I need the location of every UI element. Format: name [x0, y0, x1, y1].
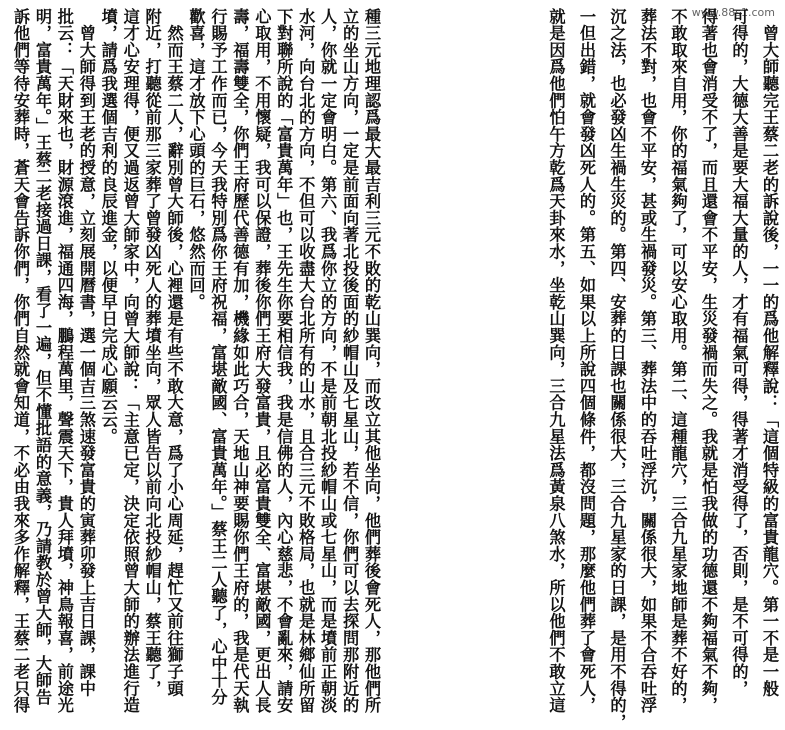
text-column: 人，你就一定會明白。第六、我爲你立的方向，不是前朝北投紗帽山或七星山，而是墳前正朝淡 — [318, 8, 338, 714]
text-column: 明，富貴萬年。」王蔡二老接過日課，看了一遍，但不懂批語的意義，乃請教於曾大師，大師告 — [32, 8, 52, 706]
text-column: 種三元地理認爲最大最吉利三元不敗的乾山巽向，而改立其他坐向，他們葬後會死人，那他們所 — [362, 8, 381, 714]
left-page — [0, 0, 385, 714]
text-column: 水河，向台北的方向，不但可以收盡大台北所有的山水，且合三元不敗格局，也就是林鄉仙所留 — [296, 8, 316, 714]
text-column: 墳，請爲我選個吉利的良辰進金，以便早日完成心願云云。 — [98, 8, 118, 445]
text-column: 壽，福壽雙全，你們王府歷代善德有加，機緣如此巧合，天地山神要賜你們王府的，我是代天執 — [230, 8, 250, 714]
text-column: 就是因爲他們怕午方乾爲天卦來水，坐乾山巽向，三合九星法爲黃泉八煞水，所以他們不敢立這 — [546, 8, 566, 714]
left-page-text — [6, 8, 381, 714]
text-column: 曾大師聽完王蔡二老的訴說後，一一的爲他解釋說：「這個特級的富貴龍穴。第一不是一般 — [760, 8, 779, 697]
watermark: www.88s1.com — [691, 6, 775, 19]
text-column: 歡喜，這才放下心頭的巨石，悠然而回。 — [186, 8, 206, 311]
text-column: 批云：「天財來也，財源滾進，福通四海，鵬程萬里，聲震天下，貴人拜墳，神鳥報喜，前途光 — [54, 8, 74, 714]
text-column: 下對聯所說的「富貴萬年」也，王先生你要相信我，我是信佛的人，內心慈悲，不會亂來，請安 — [274, 8, 294, 714]
text-column: 可得的，大德大善是要大福大量的人，才有福氣可得，得著才消受得了，否則，是不可得的， — [729, 8, 749, 697]
right-page-text — [403, 8, 779, 730]
text-column: 這才心安理得，便又過返曾大師家中，向曾大師說：「主意已定，決定依照曾大師的辦法進行造 — [120, 8, 140, 714]
text-column: 然而王蔡二人，辭別曾大師後，心裡還是有些不敢大意，爲了小心周延，趕忙又前往獅子頭 — [164, 8, 184, 697]
text-column: 曾大師得到王老的授意，立刻展開曆書，選一個吉三煞速發富貴的寅葬卯發上吉日課，課中 — [76, 8, 96, 697]
text-column: 行賜予工作而已，今天我特別爲你王府祝福，富堪敵國、富貴萬年。」蔡王二人聽了，心中十分 — [208, 8, 228, 706]
text-column: 立的坐山方向，一定是前面向著北投後面的紗帽山及七星山，若不信，你們可以去探問那附近的 — [340, 8, 360, 714]
text-column: 得著也會消受不了，而且還會不平安，生災發禍而失之。我就是怕我做的功德還不夠福氣不夠， — [699, 8, 718, 714]
right-page — [395, 0, 785, 730]
text-column: 一但出錯，就會發凶死人的。第五、如果以上所說四個條件，都沒問題，那麼他們葬了會死人， — [577, 8, 596, 714]
text-column: 心取用，不用懷疑，我可以保證，葬後你們王府大發富貴，且必富貴雙全、富堪敵國，更出人長 — [252, 8, 272, 714]
text-column: 沉之法，也必發凶生禍生災的。第四、安葬的日課也關係很大，三合九星家的日課，是用不得的， — [607, 8, 627, 730]
text-column: 葬法不對，也會不平安，甚或生禍發災。第三、葬法中的吞吐浮沉，關係很大，如果不合吞吐浮 — [638, 8, 657, 714]
text-column: 不敢取來自用，你的福氣夠了，可以安心取用。第二、這種龍穴，三合九星家地師是葬不好的， — [668, 8, 688, 714]
text-column: 訴他們等待安葬時，蒼天會告訴你們，你們自然就會知道，不必由我來多作解釋，王蔡二老只得 — [11, 8, 30, 714]
text-column: 附近，打聽從前那三家葬了曾發凶死人的葬墳坐向，眾人皆告以前向北投紗帽山，蔡王聽了， — [142, 8, 162, 697]
